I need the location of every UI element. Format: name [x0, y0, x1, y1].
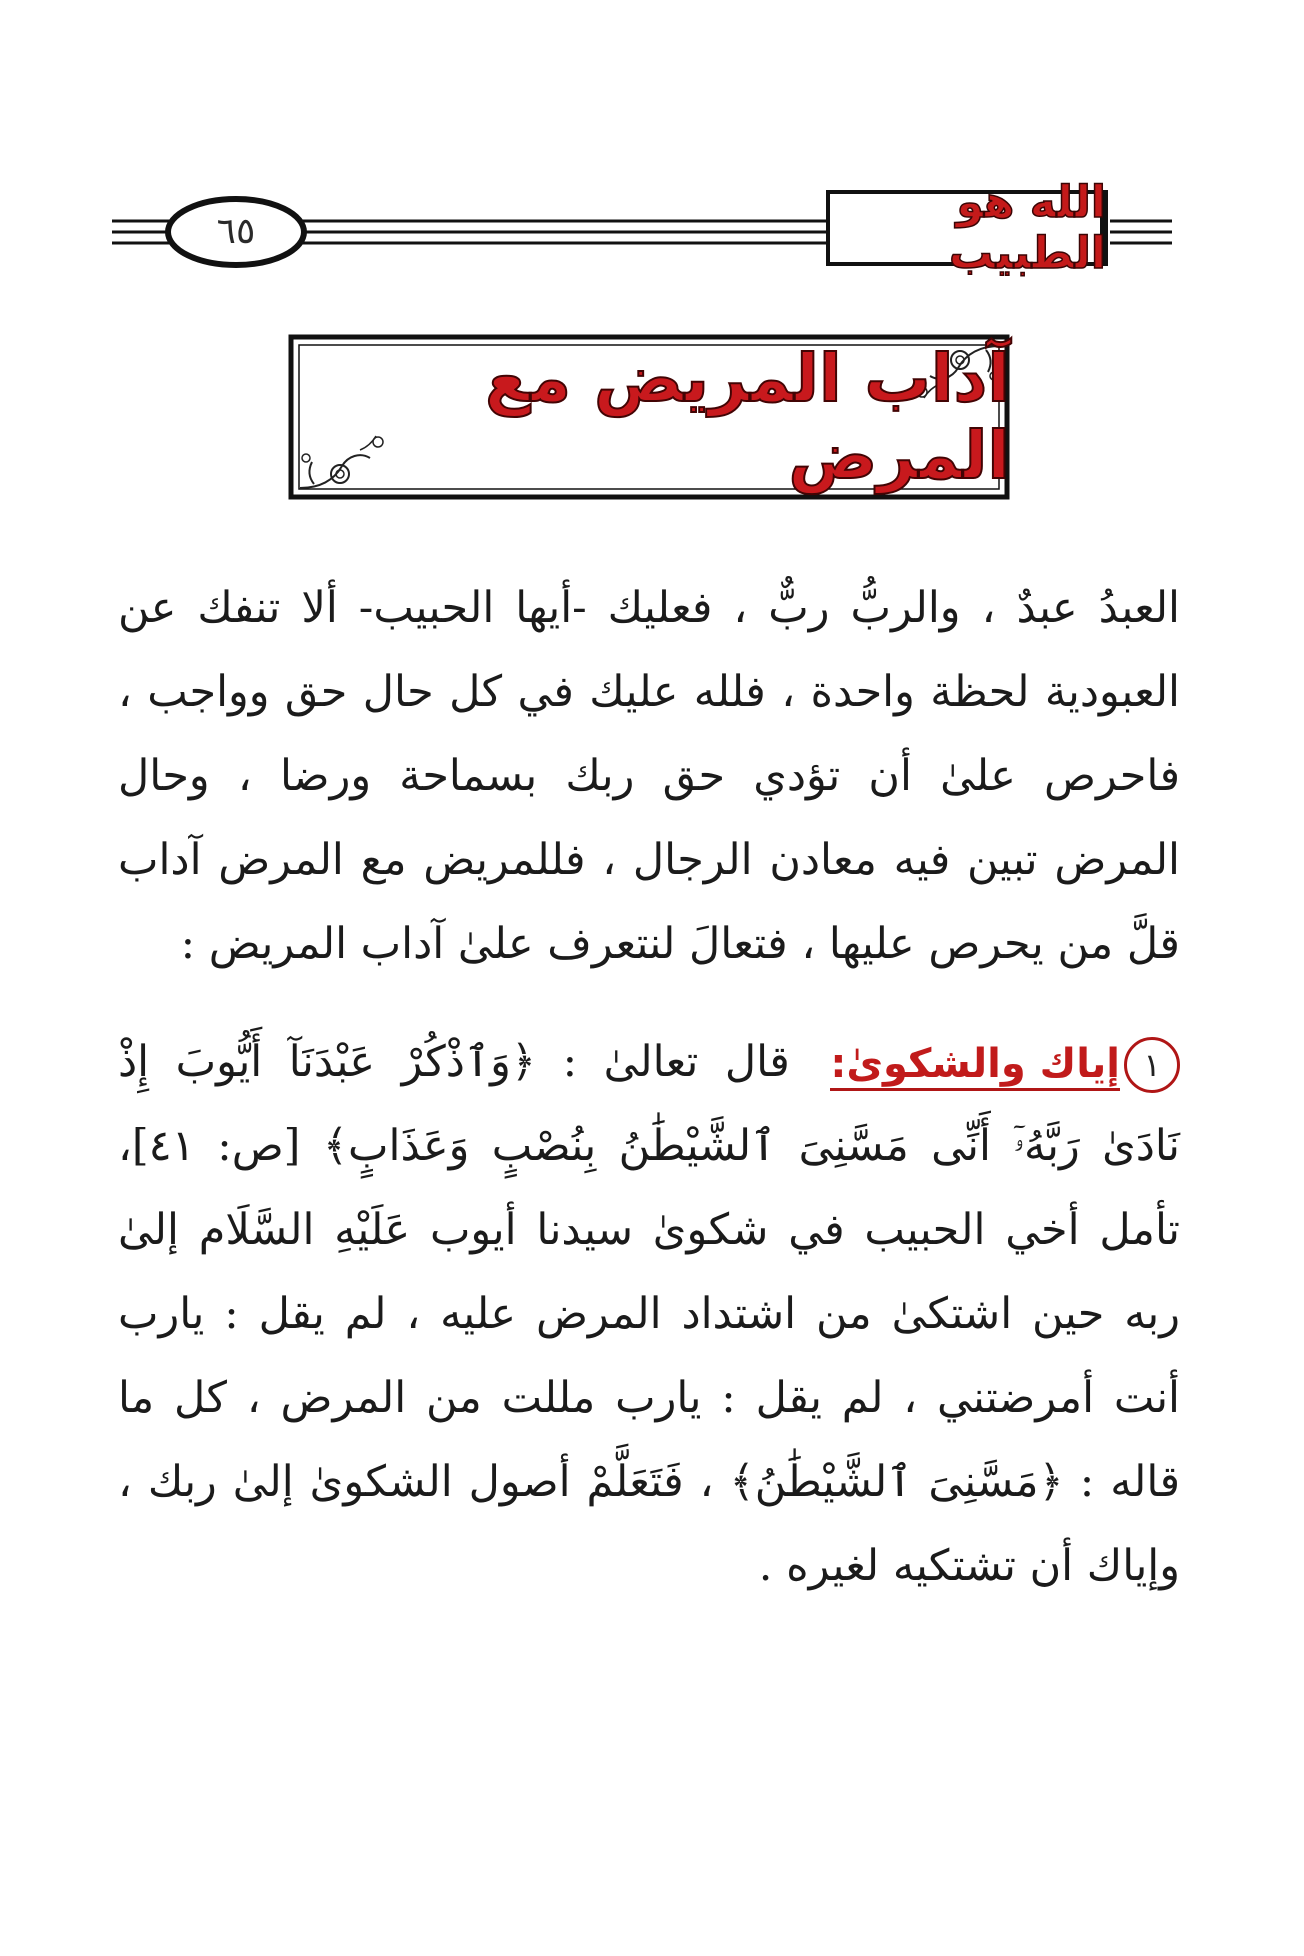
point-marker — [830, 1037, 1180, 1093]
chapter-title: آداب المريض مع المرض — [485, 340, 1010, 494]
salutation: عَلَيْهِ السَّلَام — [198, 1205, 411, 1255]
running-header — [0, 0, 1304, 300]
running-header-title: الله هو الطبيب — [949, 177, 1106, 279]
page-number: ٦٥ — [216, 210, 256, 252]
point-number: ١ — [1124, 1037, 1180, 1093]
point-text-2: إلىٰ ربه حين اشتكىٰ من اشتداد المرض عليه ، لم يقل : يارب أنت أمرضتني ، لم يقل : يارب مللت من المرض ، كل ما قاله : — [118, 1205, 1181, 1507]
quran-verse: ﴿وَٱذْكُرْ عَبْدَنَآ أَيُّوبَ إِذْ نَادَىٰ رَبَّهُۥٓ أَنِّى مَسَّنِىَ ٱلشَّيْطَٰنُ بِنُصْبٍ وَعَذَابٍ﴾ — [118, 1037, 1181, 1171]
point-heading: إياك والشكوىٰ: — [830, 1040, 1120, 1091]
point-paragraph — [118, 1020, 1180, 1608]
verse-reference: [ص: ٤١]، — [118, 1121, 301, 1171]
point-text-1: تأمل أخي الحبيب في شكوىٰ سيدنا أيوب — [429, 1205, 1181, 1255]
point-text-3: ، فَتَعَلَّمْ أصول الشكوىٰ إلىٰ ربك ، وإياك أن تشتكيه لغيره . — [118, 1457, 1180, 1591]
chapter-title-box — [288, 334, 1010, 500]
intro-paragraph: العبدُ عبدٌ ، والربُّ ربٌّ ، فعليك -أيها الحبيب- ألا تنفك عن العبودية لحظة واحدة ، فلله عليك في كل حال حق وواجب ، فاحرص علىٰ أن تؤدي حق ربك بسماحة ورضا ، وحال المرض تبين فيه معادن الرجال ، فللمريض مع المرض آداب قلَّ من يحرص عليها ، فتعالَ لنتعرف علىٰ آداب المريض : — [118, 583, 1180, 969]
quran-verse-2: ﴿مَسَّنِىَ ٱلشَّيْطَٰنُ﴾ — [729, 1457, 1064, 1507]
point-intro: قال تعالىٰ : — [562, 1037, 790, 1087]
body-text — [118, 566, 1180, 1608]
